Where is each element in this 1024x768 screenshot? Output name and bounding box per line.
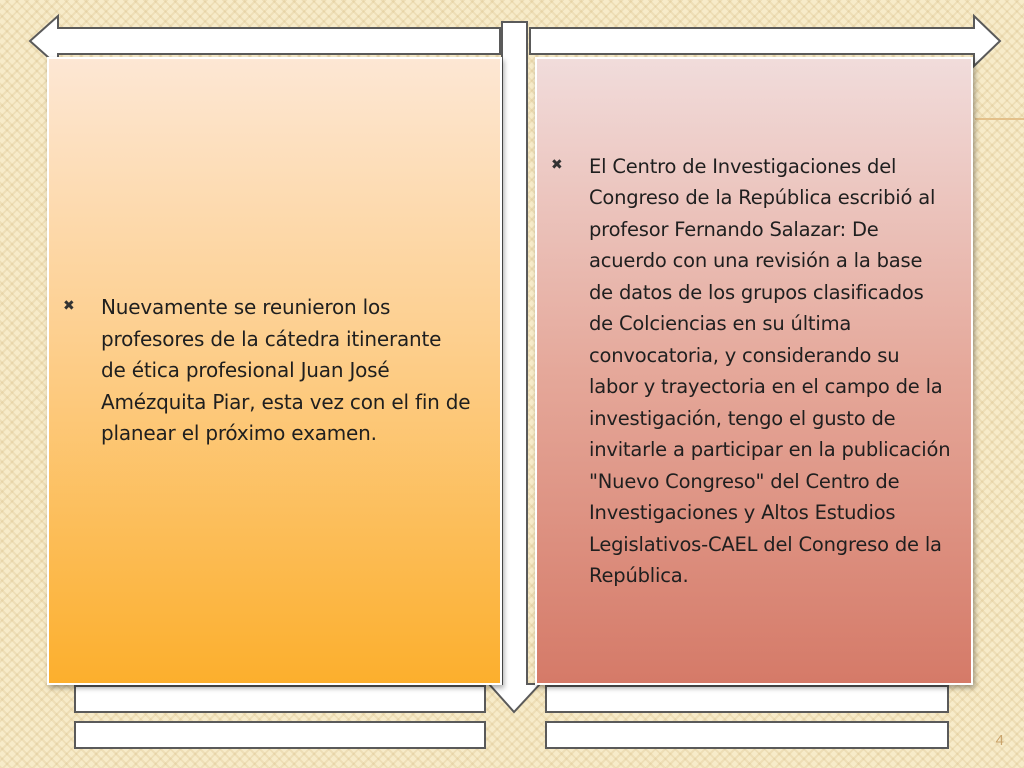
x-bullet-icon: ✖ [63, 297, 75, 314]
x-bullet-icon: ✖ [551, 155, 563, 172]
left-content-panel [47, 57, 502, 685]
left-bullet-text: Nuevamente se reunieron los profesores de la cátedra itinerante de ética profesional Juan José Amézquita Piar, esta vez con el fin de planear el próximo examen. [101, 295, 471, 446]
bottom-bar-left-1 [75, 686, 485, 712]
bottom-bar-right-2 [546, 722, 948, 748]
bottom-bar-right-1 [546, 686, 948, 712]
right-bullet-item [551, 151, 951, 592]
right-bullet-text: El Centro de Investigaciones del Congreso de la República escribió al profesor Fernando Salazar: De acuerdo con una revisión a la base de datos de los grupos clasificados de Colciencias en su última convocatoria, y considerando su labor y trayectoria en el campo de la investigación, tengo el gusto de invitarle a participar en la publicación "Nuevo Congreso" del Centro de Investigaciones y Altos Estudios Legislativos-CAEL del Congreso de la República. [589, 154, 951, 587]
page-number: 4 [995, 732, 1004, 749]
left-bullet-item [63, 292, 472, 450]
right-content-panel [535, 57, 973, 685]
bottom-bar-left-2 [75, 722, 485, 748]
